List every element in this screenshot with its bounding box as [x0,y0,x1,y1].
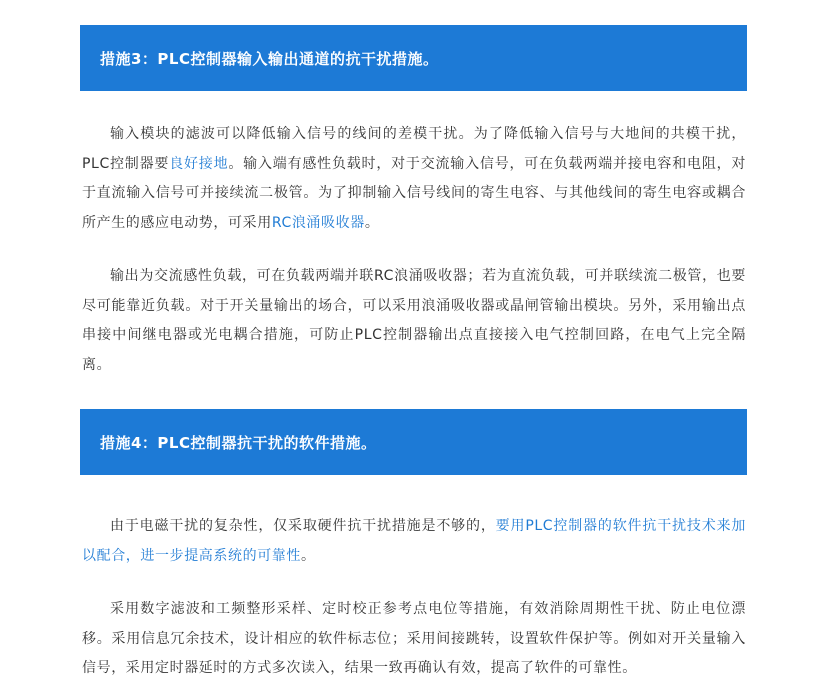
section-heading-4 [80,409,747,475]
paragraph-text: 。输入端有感性负载时，对于交流输入信号，可在负载两端并接电容和电阻，对于直流输入信号可并接续流二极管。为了抑制输入信号线间的寄生电容、与其他线间的寄生电容或耦合所产生的感应电动势，可采用 [82,155,747,231]
section-heading-3-text: 措施3：PLC控制器输入输出通道的抗干扰措施。 [100,49,439,68]
link-rc-surge-absorber[interactable]: RC浪涌吸收器 [271,214,365,231]
link-software-anti-interference[interactable]: 要用PLC控制器的软件抗干扰技术来加以配合，进一步提高系统的可靠性 [82,518,746,564]
paragraph-text: 。 [301,547,316,564]
paragraph-text: 。 [364,214,380,231]
paragraph-output-load: 输出为交流感性负载，可在负载两端并联RC浪涌吸收器；若为直流负载，可并联续流二极管，也要尽可能靠近负载。对于开关量输出的场合，可以采用浪涌吸收器或晶闸管输出模块。另外，采用输出点串接中间继电器或光电耦合措施，可防止PLC控制器输出点直接接入电气控制回路，在电气上完全隔离。 [82,268,746,373]
section-heading-3 [80,25,747,91]
paragraph-text: 输入模块的滤波可以降低输入信号的线间的差模干扰。为了降低输入信号与大地间的共模干扰，PLC控制器要 [82,126,746,172]
section-heading-4-text: 措施4：PLC控制器抗干扰的软件措施。 [100,433,377,452]
paragraph-text: 由于电磁干扰的复杂性，仅采取硬件抗干扰措施是不够的， [110,518,496,534]
link-good-grounding[interactable]: 良好接地 [169,155,229,172]
paragraph-digital-filtering: 采用数字滤波和工频整形采样、定时校正参考点电位等措施，有效消除周期性干扰、防止电位漂移。采用信息冗余技术，设计相应的软件标志位；采用间接跳转，设置软件保护等。例如对开关量输入信号，采用定时器延时的方式多次读入，结果一致再确认有效，提高了软件的可靠性。 [82,601,746,677]
paragraph-input-filter [82,120,746,238]
paragraph-software-measures [82,512,746,571]
